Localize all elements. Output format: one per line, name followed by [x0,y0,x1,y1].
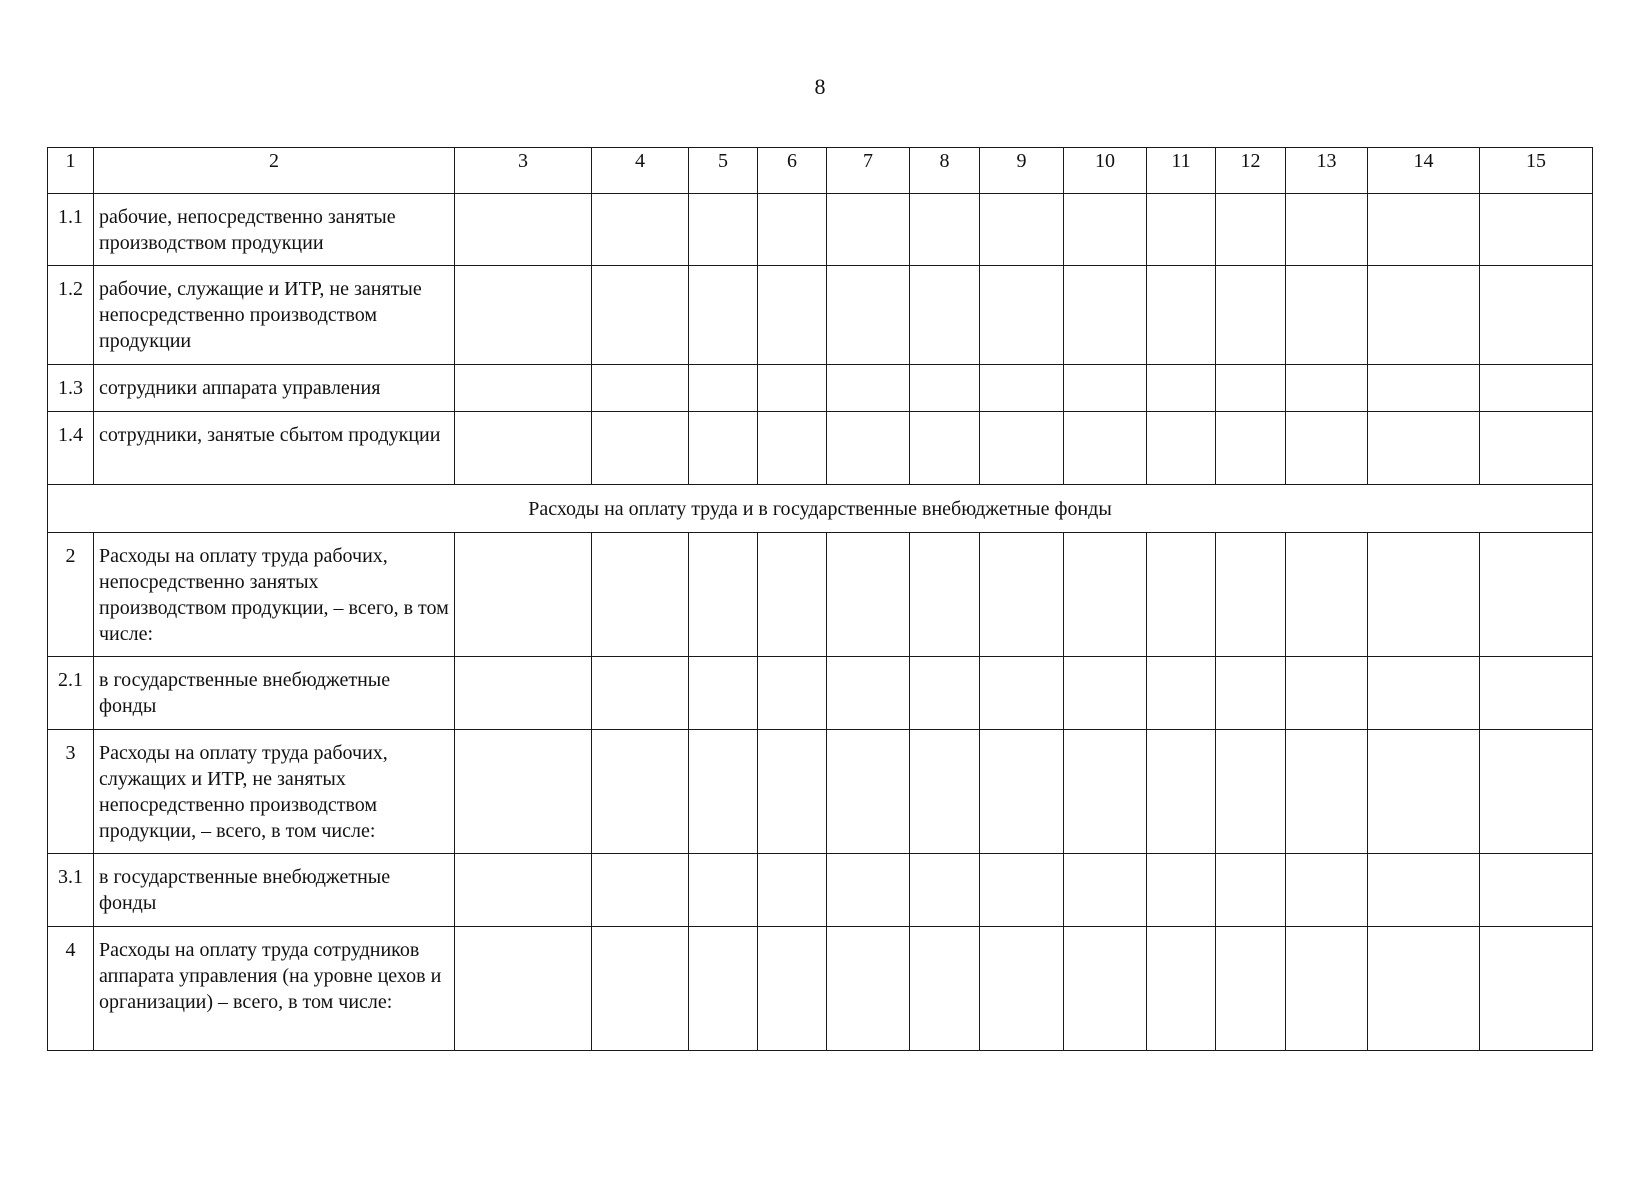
data-cell [1480,657,1593,730]
column-header: 5 [689,148,758,194]
data-cell [1216,927,1286,1051]
column-header: 13 [1286,148,1368,194]
data-cell [910,927,980,1051]
data-cell [592,533,689,657]
table-row [48,194,1593,266]
data-cell [758,365,827,412]
data-cell [1286,365,1368,412]
row-number: 1.2 [48,266,94,365]
data-cell [455,365,592,412]
data-cell [1480,533,1593,657]
data-cell [455,854,592,927]
data-cell [758,412,827,485]
data-cell [1216,854,1286,927]
data-cell [1216,266,1286,365]
row-label: Расходы на оплату труда сотрудников аппарата управления (на уровне цехов и организации) – всего, в том числе: [94,927,455,1051]
data-cell [827,412,910,485]
column-number-row [48,148,1593,194]
data-cell [455,194,592,266]
data-cell [455,266,592,365]
row-number: 1.1 [48,194,94,266]
data-cell [689,412,758,485]
data-cell [910,194,980,266]
data-cell [1064,854,1147,927]
data-cell [1368,657,1480,730]
data-cell [758,927,827,1051]
data-cell [455,412,592,485]
data-cell [1064,412,1147,485]
data-cell [827,927,910,1051]
data-cell [910,266,980,365]
data-cell [1480,266,1593,365]
row-label: Расходы на оплату труда рабочих, служащих и ИТР, не занятых непосредственно производством продукции, – всего, в том числе: [94,730,455,854]
data-cell [689,266,758,365]
row-label: рабочие, непосредственно занятые производством продукции [94,194,455,266]
data-cell [1480,854,1593,927]
column-header: 14 [1368,148,1480,194]
row-number: 4 [48,927,94,1051]
data-cell [1064,266,1147,365]
data-cell [827,533,910,657]
row-number: 2 [48,533,94,657]
data-cell [1286,657,1368,730]
column-header: 10 [1064,148,1147,194]
data-cell [758,194,827,266]
table-row [48,266,1593,365]
column-header: 8 [910,148,980,194]
column-header: 7 [827,148,910,194]
data-cell [689,927,758,1051]
data-cell [1480,927,1593,1051]
data-cell [910,533,980,657]
data-cell [689,533,758,657]
data-cell [980,657,1064,730]
data-cell [910,854,980,927]
data-cell [1064,365,1147,412]
data-cell [592,365,689,412]
table-row [48,533,1593,657]
data-cell [592,730,689,854]
data-cell [1480,365,1593,412]
data-cell [1286,412,1368,485]
data-cell [1216,412,1286,485]
page-number: 8 [814,74,826,99]
data-cell [1368,927,1480,1051]
data-cell [1064,194,1147,266]
data-cell [1368,854,1480,927]
data-cell [592,927,689,1051]
data-cell [758,730,827,854]
data-cell [827,730,910,854]
data-cell [827,365,910,412]
data-cell [980,854,1064,927]
data-cell [1064,927,1147,1051]
column-header: 1 [48,148,94,194]
data-cell [1216,365,1286,412]
data-cell [689,365,758,412]
data-cell [1368,533,1480,657]
column-header: 15 [1480,148,1593,194]
data-cell [689,730,758,854]
row-number: 1.4 [48,412,94,485]
expense-table [47,147,1593,1051]
data-cell [1286,533,1368,657]
data-cell [980,730,1064,854]
data-cell [1147,533,1216,657]
data-cell [980,412,1064,485]
data-cell [980,194,1064,266]
column-header: 6 [758,148,827,194]
data-cell [1286,194,1368,266]
data-cell [592,266,689,365]
row-number: 2.1 [48,657,94,730]
table-row [48,730,1593,854]
data-cell [827,194,910,266]
table-row [48,412,1593,485]
data-cell [1286,927,1368,1051]
data-cell [1216,657,1286,730]
column-header: 3 [455,148,592,194]
row-label: сотрудники аппарата управления [94,365,455,412]
data-cell [1216,730,1286,854]
table-row [48,854,1593,927]
data-cell [1064,730,1147,854]
row-label: сотрудники, занятые сбытом продукции [94,412,455,485]
data-cell [455,927,592,1051]
data-cell [1216,533,1286,657]
data-cell [1147,365,1216,412]
data-cell [455,730,592,854]
column-header: 11 [1147,148,1216,194]
data-cell [980,266,1064,365]
data-cell [910,365,980,412]
row-label: рабочие, служащие и ИТР, не занятые непосредственно производством продукции [94,266,455,365]
row-number: 3.1 [48,854,94,927]
data-cell [1064,657,1147,730]
data-cell [1368,412,1480,485]
data-cell [1368,266,1480,365]
column-header: 2 [94,148,455,194]
data-cell [758,854,827,927]
data-cell [758,266,827,365]
data-cell [910,657,980,730]
column-header: 9 [980,148,1064,194]
data-cell [827,266,910,365]
data-cell [910,412,980,485]
data-cell [455,657,592,730]
data-cell [455,533,592,657]
data-cell [1147,927,1216,1051]
table-row [48,927,1593,1051]
data-cell [1286,730,1368,854]
data-cell [980,927,1064,1051]
data-cell [1368,365,1480,412]
table-row [48,657,1593,730]
data-cell [689,194,758,266]
data-cell [1480,412,1593,485]
data-cell [1480,730,1593,854]
data-cell [1064,533,1147,657]
row-label: в государственные внебюджетные фонды [94,657,455,730]
data-cell [1216,194,1286,266]
row-number: 3 [48,730,94,854]
row-label: Расходы на оплату труда рабочих, непосредственно занятых производством продукции, – всего, в том числе: [94,533,455,657]
data-cell [689,657,758,730]
data-cell [1147,412,1216,485]
data-cell [592,657,689,730]
data-cell [1286,266,1368,365]
data-cell [980,533,1064,657]
data-cell [827,657,910,730]
data-cell [827,854,910,927]
row-number: 1.3 [48,365,94,412]
data-cell [1147,730,1216,854]
column-header: 12 [1216,148,1286,194]
data-cell [758,533,827,657]
section-title: Расходы на оплату труда и в государственные внебюджетные фонды [48,485,1593,533]
data-cell [1147,854,1216,927]
row-label: в государственные внебюджетные фонды [94,854,455,927]
data-cell [910,730,980,854]
data-cell [1147,266,1216,365]
column-header: 4 [592,148,689,194]
data-cell [1368,194,1480,266]
data-cell [1147,657,1216,730]
data-cell [1368,730,1480,854]
table-row [48,365,1593,412]
section-row [48,485,1593,533]
data-cell [592,412,689,485]
data-cell [592,854,689,927]
data-cell [758,657,827,730]
data-cell [1286,854,1368,927]
data-cell [592,194,689,266]
data-cell [689,854,758,927]
data-cell [980,365,1064,412]
data-cell [1147,194,1216,266]
data-cell [1480,194,1593,266]
